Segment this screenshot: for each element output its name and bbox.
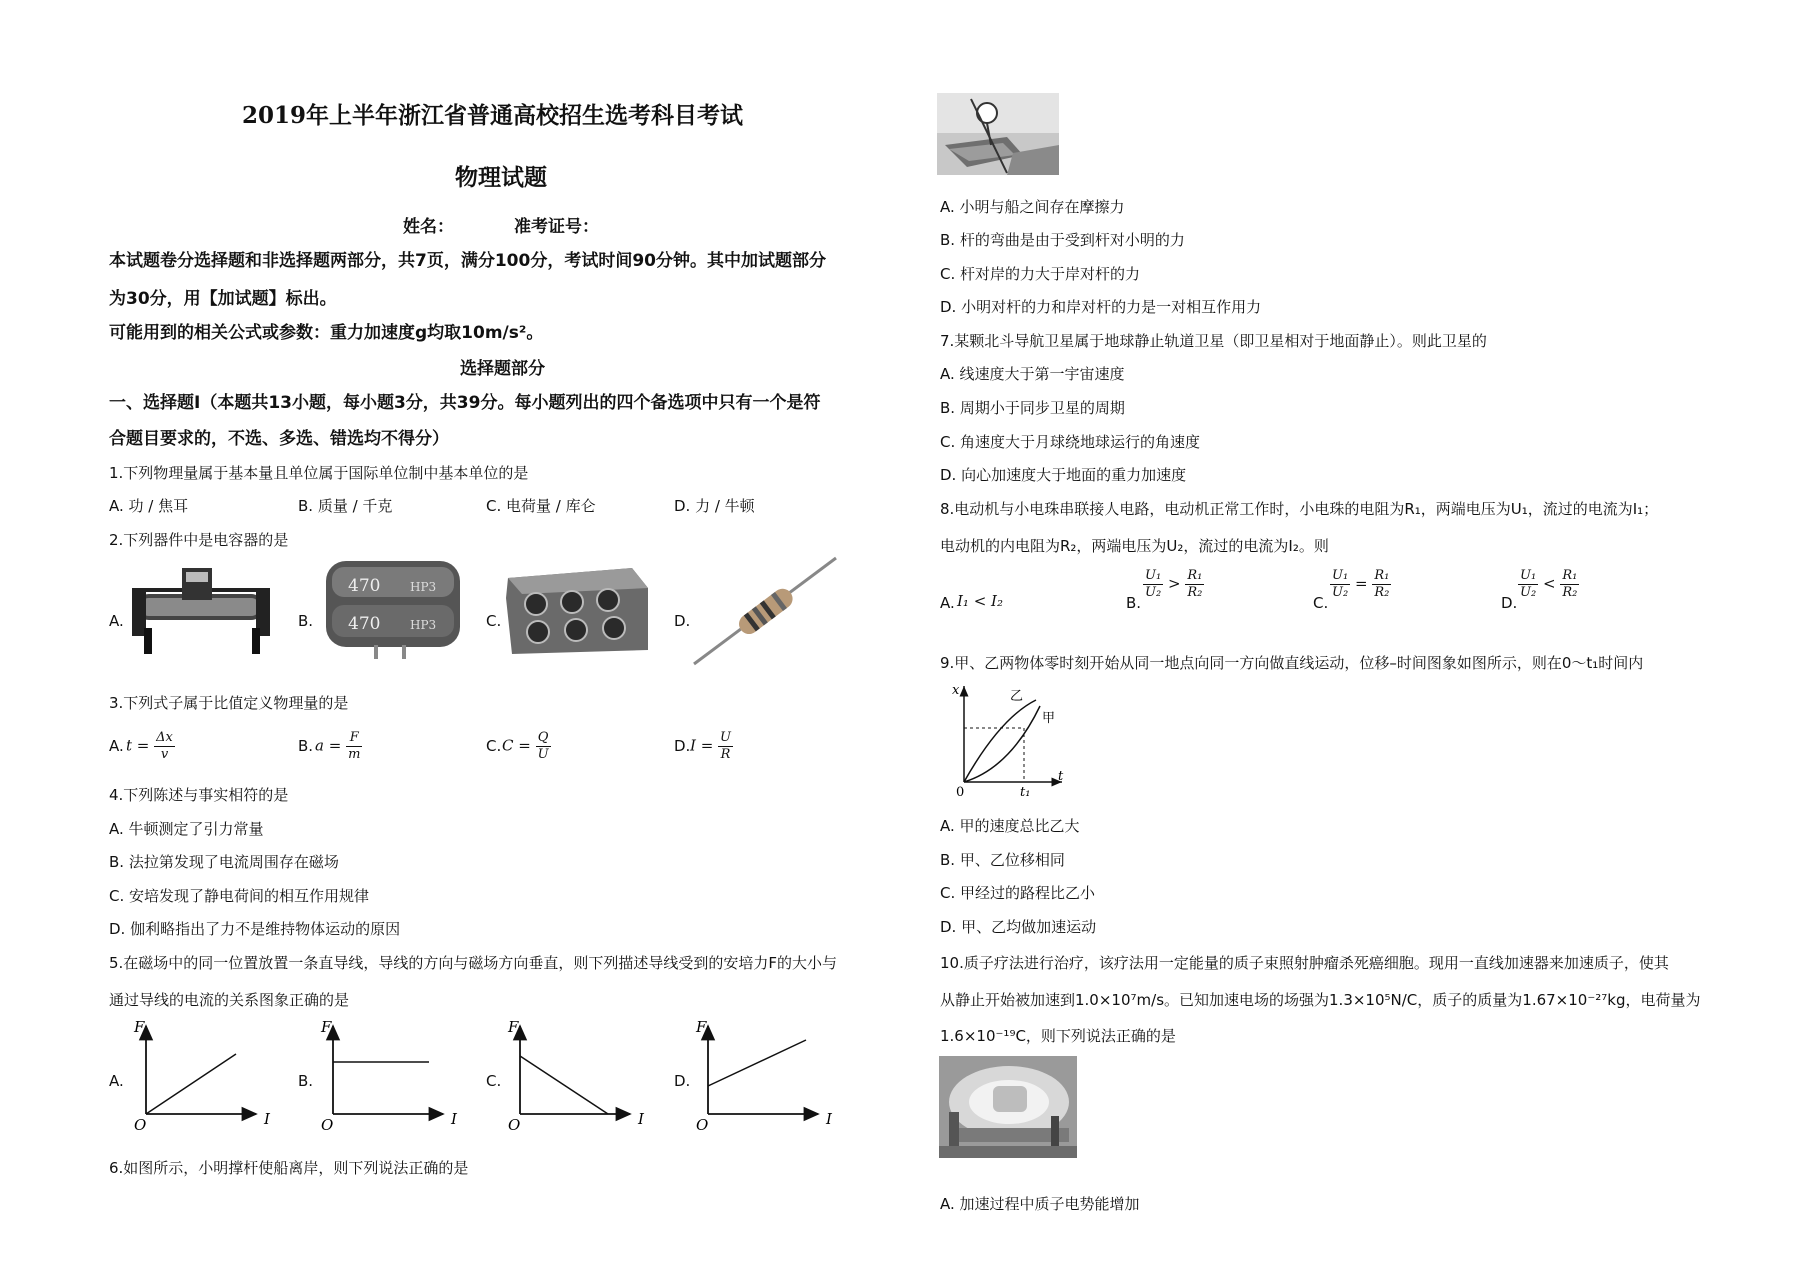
capacitor-image — [318, 555, 468, 660]
q9-xt-graph — [940, 678, 1070, 798]
q3-option-c: C. — [486, 737, 502, 755]
q8-stem-line-2: 电动机的内电阻为R₂，两端电压为U₂，流过的电流为I₂。则 — [940, 537, 1329, 555]
q5-b-origin: O — [321, 1116, 334, 1130]
q9-axis-x: t — [1058, 769, 1064, 784]
q3-option-b: B. — [298, 737, 314, 755]
q8-b-r2: R₂ — [1187, 585, 1203, 600]
q5-graph-d — [690, 1018, 840, 1130]
q9-option-c: C. 甲经过的路程比乙小 — [940, 884, 1096, 902]
intro-line-1: 本试题卷分选择题和非选择题两部分，共7页，满分100分，考试时间90分钟。其中加试题部分 — [109, 251, 826, 271]
q1-option-c: C. 电荷量 / 库仑 — [486, 497, 596, 515]
q3-b-lhs: a = — [315, 736, 342, 755]
q8-d-u2: U₂ — [1520, 585, 1537, 600]
q5-c-axis-x: I — [638, 1110, 644, 1128]
name-field-label: 姓名： — [403, 217, 454, 237]
q2-option-d: D. — [674, 612, 691, 630]
q9-yi-label: 乙 — [1010, 689, 1024, 704]
q1-option-a: A. 功 / 焦耳 — [109, 497, 189, 515]
q7-stem: 7.某颗北斗导航卫星属于地球静止轨道卫星（即卫星相对于地面静止）。则此卫星的 — [940, 332, 1487, 350]
q8-d-u1: U₁ — [1520, 568, 1537, 583]
q3-d-num: U — [720, 730, 732, 745]
q9-option-a: A. 甲的速度总比乙大 — [940, 817, 1080, 835]
q3-b-den: m — [348, 747, 361, 762]
q8-c-r2: R₂ — [1374, 585, 1390, 600]
q8-formula-a: I₁ < I₂ — [957, 592, 1003, 610]
q3-a-num: Δx — [156, 730, 173, 745]
q8-option-b: B. — [1126, 594, 1142, 612]
q5-d-axis-x: I — [826, 1110, 832, 1128]
q7-option-a: A. 线速度大于第一宇宙速度 — [940, 365, 1125, 383]
q4-option-a: A. 牛顿测定了引力常量 — [109, 820, 264, 838]
q5-option-d: D. — [674, 1072, 691, 1090]
q5-c-axis-y: F — [508, 1018, 519, 1036]
q8-formula-d — [1518, 568, 1579, 601]
q9-t1-label: t₁ — [1020, 785, 1031, 798]
q3-d-den: R — [720, 747, 731, 762]
boat-photo — [937, 93, 1059, 175]
q3-c-num: Q — [536, 730, 551, 747]
q8-b-r1: R₁ — [1187, 568, 1203, 583]
cap-text-2: HP3 — [410, 580, 437, 594]
q8-option-a: A. — [940, 594, 955, 612]
q8-d-op: < — [1542, 574, 1556, 593]
q3-d-lhs: I = — [690, 736, 714, 755]
q6-option-b: B. 杆的弯曲是由于受到杆对小明的力 — [940, 231, 1185, 249]
cap-text-1: 470 — [348, 576, 381, 596]
q8-d-r1: R₁ — [1562, 568, 1578, 583]
q9-option-b: B. 甲、乙位移相同 — [940, 851, 1065, 869]
q2-stem: 2.下列器件中是电容器的是 — [109, 531, 289, 549]
q5-a-origin: O — [134, 1116, 147, 1130]
q5-stem-line-2: 通过导线的电流的关系图象正确的是 — [109, 991, 350, 1009]
q3-b-num: F — [346, 730, 362, 747]
part1-line-2: 合题目要求的，不选、多选、错选均不得分） — [109, 429, 449, 449]
q3-a-den: v — [160, 747, 169, 762]
q4-option-c: C. 安培发现了静电荷间的相互作用规律 — [109, 887, 370, 905]
q9-axis-y: x — [952, 683, 960, 698]
q8-b-u2: U₂ — [1145, 585, 1162, 600]
q5-a-axis-y: F — [134, 1018, 145, 1036]
exam-title: 2019年上半年浙江省普通高校招生选考科目考试 — [242, 102, 744, 129]
q3-stem: 3.下列式子属于比值定义物理量的是 — [109, 694, 349, 712]
q5-graph-c — [502, 1018, 652, 1130]
q8-option-d: D. — [1501, 594, 1518, 612]
q5-d-axis-y: F — [696, 1018, 707, 1036]
q3-option-d: D. — [674, 737, 691, 755]
resistor-image — [690, 556, 840, 666]
q10-stem-line-3: 1.6×10⁻¹⁹C，则下列说法正确的是 — [940, 1027, 1176, 1045]
q3-formula-a — [126, 730, 175, 763]
q1-option-d: D. 力 / 牛顿 — [674, 497, 755, 515]
q10-option-a: A. 加速过程中质子电势能增加 — [940, 1195, 1140, 1213]
proton-therapy-photo — [939, 1056, 1077, 1158]
q7-option-d: D. 向心加速度大于地面的重力加速度 — [940, 466, 1187, 484]
q1-stem: 1.下列物理量属于基本量且单位属于国际单位制中基本单位的是 — [109, 464, 529, 482]
cap-text-4: HP3 — [410, 618, 437, 632]
id-field-label: 准考证号： — [514, 217, 599, 237]
q4-stem: 4.下列陈述与事实相符的是 — [109, 786, 289, 804]
rheostat-image — [126, 560, 276, 660]
q6-stem: 6.如图所示，小明撑杆使船离岸，则下列说法正确的是 — [109, 1159, 469, 1177]
section-title: 选择题部分 — [460, 359, 545, 379]
q9-origin: 0 — [956, 785, 965, 798]
q7-option-c: C. 角速度大于月球绕地球运行的角速度 — [940, 433, 1201, 451]
q2-option-c: C. — [486, 612, 502, 630]
intro-line-2: 为30分，用【加试题】标出。 — [109, 289, 337, 309]
q4-option-b: B. 法拉第发现了电流周围存在磁场 — [109, 853, 339, 871]
q8-formula-c — [1330, 568, 1391, 601]
q3-formula-d — [690, 730, 733, 763]
q8-c-r1: R₁ — [1374, 568, 1390, 583]
q8-option-c: C. — [1313, 594, 1329, 612]
q5-b-axis-x: I — [451, 1110, 457, 1128]
q8-c-op: = — [1354, 574, 1368, 593]
q8-c-u1: U₁ — [1332, 568, 1349, 583]
q5-b-axis-y: F — [321, 1018, 332, 1036]
q3-a-lhs: t = — [126, 736, 150, 755]
q5-stem-line-1: 5.在磁场中的同一位置放置一条直导线，导线的方向与磁场方向垂直，则下列描述导线受到的安培力F的大小与 — [109, 954, 837, 972]
q3-c-den: U — [537, 747, 549, 762]
intro-line-3: 可能用到的相关公式或参数：重力加速度g均取10m/s²。 — [109, 323, 544, 343]
q10-stem-line-2: 从静止开始被加速到1.0×10⁷m/s。已知加速电场的场强为1.3×10⁵N/C，质子的质量为1.67×10⁻²⁷kg，电荷量为 — [940, 991, 1701, 1009]
q3-option-a: A. — [109, 737, 124, 755]
part1-line-1: 一、选择题I（本题共13小题，每小题3分，共39分。每小题列出的四个备选项中只有一个是符 — [109, 393, 821, 413]
q8-b-op: > — [1167, 574, 1181, 593]
q9-jia-label: 甲 — [1042, 711, 1056, 726]
q10-stem-line-1: 10.质子疗法进行治疗，该疗法用一定能量的质子束照射肿瘤杀死癌细胞。现用一直线加速器来加速质子，使其 — [940, 954, 1669, 972]
q9-stem: 9.甲、乙两物体零时刻开始从同一地点向同一方向做直线运动，位移–时间图象如图所示，则在0～t₁时间内 — [940, 654, 1644, 672]
q8-d-r2: R₂ — [1562, 585, 1578, 600]
q3-formula-c — [502, 730, 551, 763]
q3-c-lhs: C = — [502, 736, 531, 755]
q5-graph-a — [128, 1018, 278, 1130]
q2-option-b: B. — [298, 612, 314, 630]
q6-option-d: D. 小明对杆的力和岸对杆的力是一对相互作用力 — [940, 298, 1262, 316]
q3-formula-b — [315, 730, 362, 763]
q5-option-a: A. — [109, 1072, 124, 1090]
q6-option-c: C. 杆对岸的力大于岸对杆的力 — [940, 265, 1141, 283]
q2-option-a: A. — [109, 612, 124, 630]
q5-a-axis-x: I — [264, 1110, 270, 1128]
q7-option-b: B. 周期小于同步卫星的周期 — [940, 399, 1125, 417]
resistance-box-image — [502, 558, 652, 658]
q8-b-u1: U₁ — [1145, 568, 1162, 583]
q8-c-u2: U₂ — [1332, 585, 1349, 600]
q6-option-a: A. 小明与船之间存在摩擦力 — [940, 198, 1125, 216]
q8-formula-b — [1143, 568, 1204, 601]
q8-stem-line-1: 8.电动机与小电珠串联接人电路，电动机正常工作时，小电珠的电阻为R₁，两端电压为U₁，流过的电流为I₁； — [940, 500, 1659, 518]
q4-option-d: D. 伽利略指出了力不是维持物体运动的原因 — [109, 920, 401, 938]
q5-d-origin: O — [696, 1116, 709, 1130]
q5-c-origin: O — [508, 1116, 521, 1130]
cap-text-3: 470 — [348, 614, 381, 634]
q5-option-b: B. — [298, 1072, 314, 1090]
q9-option-d: D. 甲、乙均做加速运动 — [940, 918, 1097, 936]
q5-graph-b — [315, 1018, 465, 1130]
exam-subtitle: 物理试题 — [455, 164, 547, 191]
q1-option-b: B. 质量 / 千克 — [298, 497, 393, 515]
q5-option-c: C. — [486, 1072, 502, 1090]
